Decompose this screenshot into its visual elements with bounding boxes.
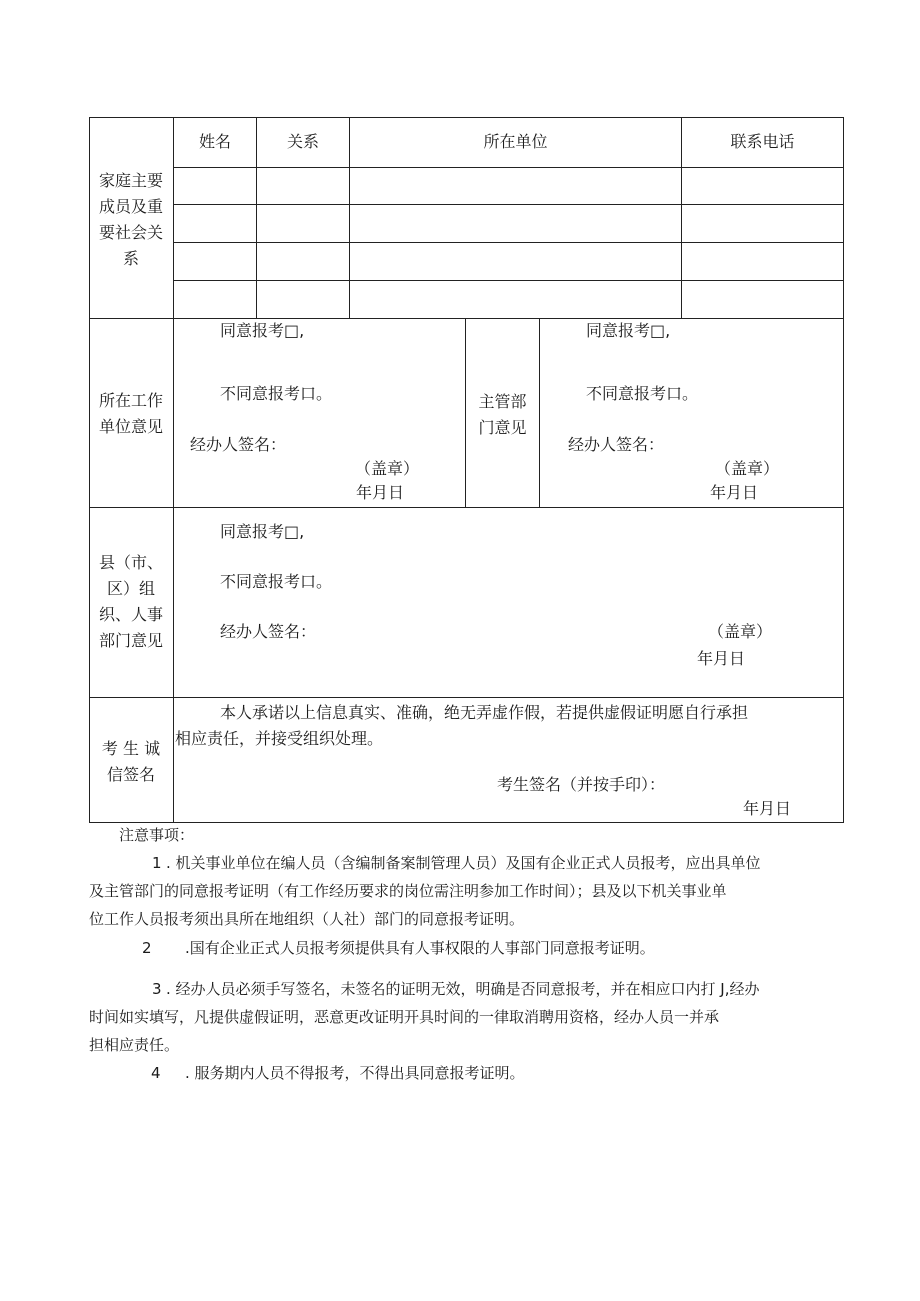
family-row-line: [174, 280, 843, 281]
integrity-date: 年月日: [743, 799, 792, 818]
family-section-label: [89, 168, 173, 272]
work-unit-signer: 经办人签名：: [190, 435, 287, 454]
note-line: 位工作人员报考须出具所在地组织（人社）部门的同意报考证明。: [89, 910, 525, 928]
supervisor-agree-option[interactable]: 同意报考□,: [586, 321, 671, 340]
header-phone: 联系电话: [730, 132, 795, 151]
label-line: 区）组: [106, 579, 155, 598]
header-relation: 关系: [286, 132, 319, 151]
family-row-line: [174, 204, 843, 205]
integrity-pledge-line-1: 本人承诺以上信息真实、准确，绝无弄虚作假，若提供虚假证明愿自行承担: [220, 703, 749, 722]
header-work-unit: 所在单位: [483, 132, 548, 151]
note-line: 时间如实填写，凡提供虚假证明，恶意更改证明开具时间的一律取消聘用资格，经办人员一并承: [89, 1008, 720, 1026]
integrity-pledge-line-2: 相应责任，并接受组织处理。: [175, 729, 384, 748]
supervisor-signer: 经办人签名：: [568, 435, 665, 454]
label-line: 考 生 诚: [101, 739, 161, 758]
county-disagree-option[interactable]: 不同意报考口。: [220, 572, 333, 591]
label-line: 县（市、: [98, 553, 163, 572]
label-line: 门意见: [478, 418, 527, 437]
label-column-divider: [173, 117, 174, 823]
county-signer: 经办人签名：: [220, 622, 317, 641]
table-border-top: [89, 117, 844, 118]
supervisor-label: [466, 389, 539, 441]
work-unit-agree-option[interactable]: 同意报考□,: [220, 321, 305, 340]
label-line: 成员及重: [98, 197, 163, 216]
label-line: 家庭主要: [98, 171, 163, 190]
supervisor-seal: （盖章）: [715, 459, 780, 478]
label-line: 所在工作: [98, 391, 163, 410]
section-separator: [89, 507, 844, 508]
label-line: 信签名: [106, 765, 155, 784]
label-line: 单位意见: [98, 417, 163, 436]
note-line: . 机关事业单位在编人员（含编制备案制管理人员）及国有企业正式人员报考，应出具单位: [166, 854, 761, 872]
work-unit-date: 年月日: [356, 483, 405, 502]
family-row-line: [174, 167, 843, 168]
table-border-right: [843, 117, 844, 823]
note-line: . 经办人员必须手写签名，未签名的证明无效，明确是否同意报考，并在相应口内打 J,经办: [166, 980, 760, 998]
label-line: 系: [122, 249, 139, 268]
note-number: 4: [151, 1064, 161, 1082]
county-date: 年月日: [697, 649, 746, 668]
note-line: 及主管部门的同意报考证明（有工作经历要求的岗位需注明参加工作时间）；县及以下机关事业单: [89, 882, 727, 900]
note-number: 2: [142, 939, 152, 957]
note-line: . 服务期内人员不得报考，不得出具同意报考证明。: [185, 1064, 525, 1082]
work-unit-disagree-option[interactable]: 不同意报考口。: [220, 384, 333, 403]
supervisor-col-line: [539, 318, 540, 507]
label-line: 部门意见: [98, 631, 163, 650]
note-number: 1: [152, 854, 162, 872]
section-separator: [89, 318, 844, 319]
label-line: 主管部: [478, 392, 527, 411]
note-line: .国有企业正式人员报考须提供具有人事权限的人事部门同意报考证明。: [185, 939, 655, 957]
county-label: [89, 550, 173, 654]
notes-title: 注意事项：: [119, 826, 195, 844]
county-agree-option[interactable]: 同意报考□,: [220, 522, 305, 541]
county-seal: （盖章）: [708, 622, 773, 641]
table-border-bottom: [89, 822, 844, 823]
work-unit-label: [89, 388, 173, 440]
work-unit-seal: （盖章）: [355, 459, 420, 478]
supervisor-date: 年月日: [710, 483, 759, 502]
note-number: 3: [152, 980, 162, 998]
candidate-signature: 考生签名（并按手印）：: [497, 775, 666, 794]
section-separator: [89, 697, 844, 698]
note-line: 担相应责任。: [89, 1036, 180, 1054]
supervisor-disagree-option[interactable]: 不同意报考口。: [586, 384, 699, 403]
label-line: 要社会关: [98, 223, 163, 242]
integrity-label: [89, 736, 173, 788]
family-row-line: [174, 242, 843, 243]
label-line: 织、人事: [98, 605, 163, 624]
header-name: 姓名: [198, 132, 231, 151]
